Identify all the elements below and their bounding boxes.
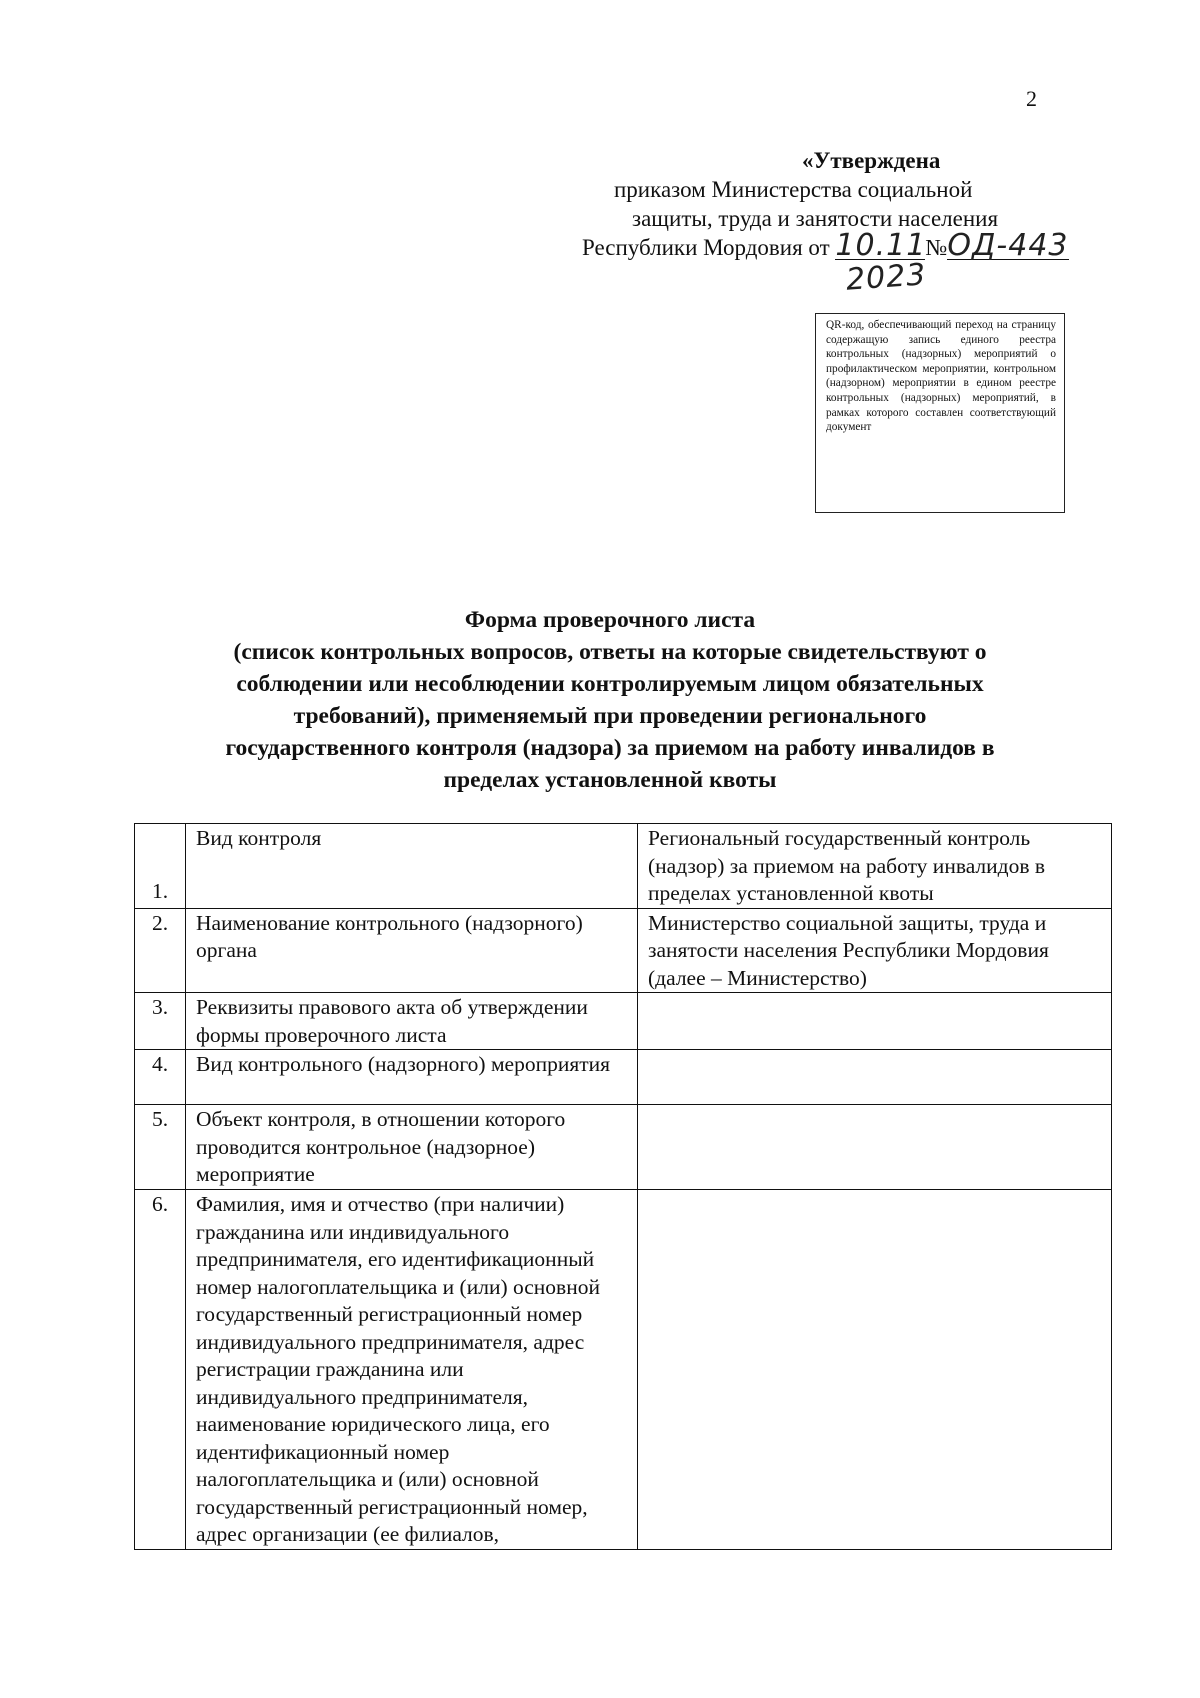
row-answer: Министерство социальной защиты, труда и занятости населения Республики Мордовия (далее – Министерство)	[638, 908, 1112, 993]
row-number: 4.	[135, 1050, 186, 1105]
row-number: 5.	[135, 1105, 186, 1190]
table-row	[135, 908, 1112, 993]
approval-line-ministry: приказом Министерства социальной	[614, 177, 973, 202]
number-sign: №	[925, 235, 948, 260]
qr-code-placeholder: QR-код, обеспечивающий переход на страницу содержащую запись единого реестра контрольных (надзорных) мероприятий о профилактическом мероприятии, контрольном (надзорном) мероприятии в едином реестре контрольных (надзорных) мероприятий, в рамках которого составлен соответствующий документ	[815, 313, 1065, 513]
table-row	[135, 993, 1112, 1050]
row-question: Объект контроля, в отношении которого проводится контрольное (надзорное) мероприятие	[186, 1105, 638, 1190]
table-row	[135, 1105, 1112, 1190]
form-title-line: Форма проверочного листа	[464, 607, 756, 633]
row-answer	[638, 1105, 1112, 1190]
form-title-line: пределах установленной квоты	[443, 767, 777, 793]
checklist-table	[134, 823, 1112, 1550]
table-row	[135, 1050, 1112, 1105]
form-title	[140, 604, 1080, 796]
approval-region-prefix: Республики Мордовия от	[582, 235, 830, 260]
form-title-line: (список контрольных вопросов, ответы на которые свидетельствуют о	[233, 639, 987, 665]
approval-heading: «Утверждена	[802, 148, 941, 173]
row-question: Вид контрольного (надзорного) мероприятия	[186, 1050, 638, 1105]
handwritten-year: 2023	[844, 257, 928, 298]
row-number: 3.	[135, 993, 186, 1050]
form-title-line: требований), применяемый при проведении регионального	[293, 703, 927, 729]
handwritten-order-number: ОД-443	[947, 228, 1069, 263]
row-answer	[638, 1190, 1112, 1550]
approval-line-date-number	[560, 228, 1120, 263]
row-question: Вид контроля	[186, 824, 638, 909]
page-number: 2	[1026, 86, 1037, 111]
approval-line-ministry-cont: защиты, труда и занятости населения	[632, 206, 999, 231]
approval-stamp-block	[560, 146, 1120, 262]
row-question: Наименование контрольного (надзорного) органа	[186, 908, 638, 993]
row-question: Фамилия, имя и отчество (при наличии) гражданина или индивидуального предпринимателя, его идентификационный номер налогоплательщика и (или) основной государственный регистрационный номер индивидуального предпринимателя, адрес регистрации гражданина или индивидуального предпринимателя, наименование юридического лица, его идентификационный номер налогоплательщика и (или) основной государственный регистрационный номер, адрес организации (ее филиалов,	[186, 1190, 638, 1550]
row-question: Реквизиты правового акта об утверждении формы проверочного листа	[186, 993, 638, 1050]
row-number: 2.	[135, 908, 186, 993]
row-answer: Региональный государственный контроль (надзор) за приемом на работу инвалидов в пределах установленной квоты	[638, 824, 1112, 909]
row-answer	[638, 1050, 1112, 1105]
handwritten-date: 10.11	[835, 228, 927, 263]
table-row	[135, 1190, 1112, 1550]
row-answer	[638, 993, 1112, 1050]
row-number: 1.	[135, 824, 186, 909]
row-number: 6.	[135, 1190, 186, 1550]
table-row	[135, 824, 1112, 909]
form-title-line: соблюдении или несоблюдении контролируемым лицом обязательных	[236, 671, 984, 697]
form-title-line: государственного контроля (надзора) за приемом на работу инвалидов в	[225, 735, 995, 761]
